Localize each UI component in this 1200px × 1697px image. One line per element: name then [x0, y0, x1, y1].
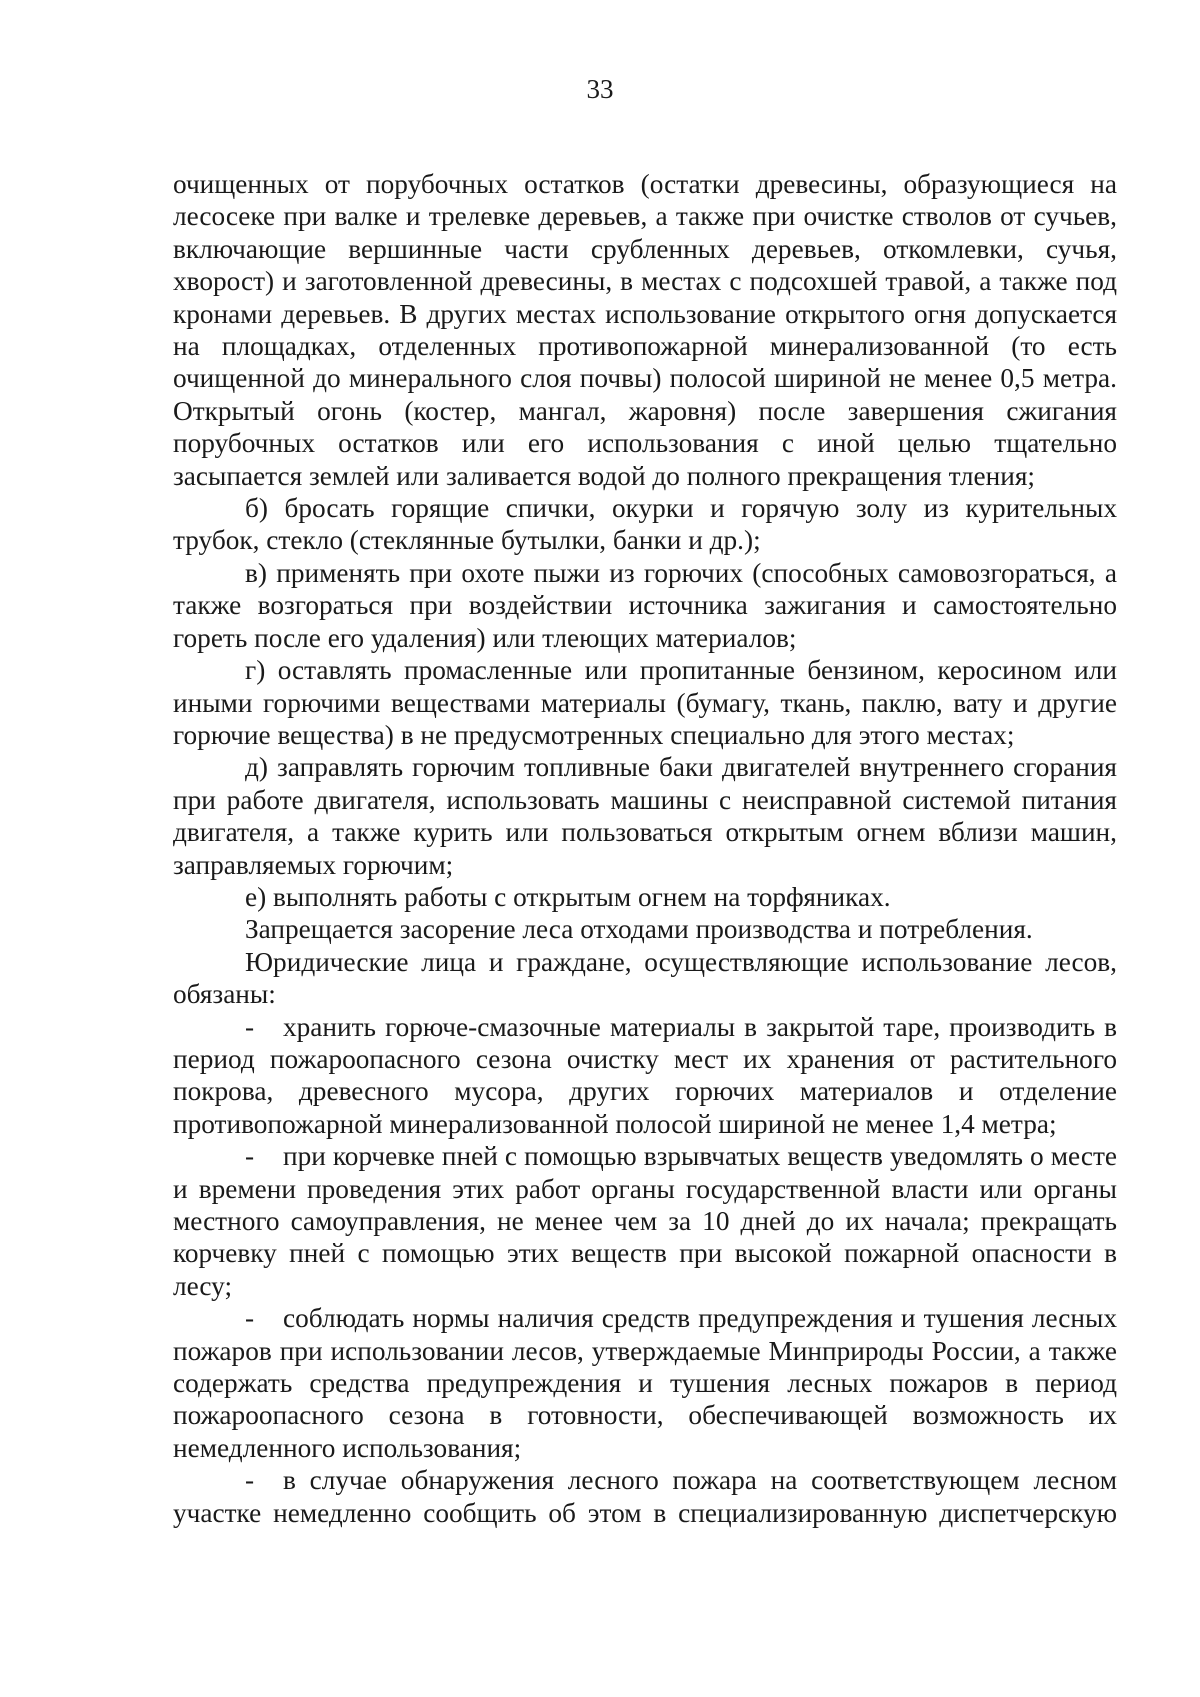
- dash-bullet: -: [245, 1141, 255, 1172]
- dash-item-text: соблюдать нормы наличия средств предупреждения и тушения лесных пожаров при использовании лесов, утверждаемые Минприроды России, а также содержать средства предупреждения и тушения лесных пожаров в период пожароопасного сезона в готовности, обеспечивающей возможность их немедленного использования;: [173, 1303, 1117, 1463]
- dash-item-stump-removal: [173, 1140, 1117, 1302]
- dash-bullet: -: [245, 1465, 255, 1496]
- paragraph-item-g: г) оставлять промасленные или пропитанные бензином, керосином или иными горючими веществами материалы (бумагу, ткань, паклю, вату и другие горючие вещества) в не предусмотренных специально для этого местах;: [173, 655, 1117, 750]
- paragraph-item-e: е) выполнять работы с открытым огнем на торфяниках.: [245, 881, 891, 912]
- dash-bullet: -: [245, 1011, 255, 1042]
- paragraph-obligations-intro: Юридические лица и граждане, осуществляющие использование лесов, обязаны:: [173, 946, 1117, 1010]
- dash-item-firefighting-norms: [173, 1302, 1117, 1464]
- dash-item-text: при корчевке пней с помощью взрывчатых веществ уведомлять о месте и времени проведения этих работ органы государственной власти или органы местного самоуправления, не менее чем за 10 дней до их начала; прекращать корчевку пней с помощью этих веществ при высокой пожарной опасности в лесу;: [173, 1141, 1117, 1301]
- paragraph-prohibition: Запрещается засорение леса отходами производства и потребления.: [245, 914, 1033, 945]
- paragraph-item-d: д) заправлять горючим топливные баки двигателей внутреннего сгорания при работе двигателя, использовать машины с неисправной системой питания двигателя, а также курить или пользоваться открытым огнем вблизи машин, заправляемых горючим;: [173, 752, 1117, 880]
- paragraph-continuation: очищенных от порубочных остатков (остатки древесины, образующиеся на лесосеке при валке и трелевке деревьев, а также при очистке стволов от сучьев, включающие вершинные части срубленных деревьев, откомлевки, сучья, хворост) и заготовленной древесины, в местах с подсохшей травой, а также под кронами деревьев. В других местах использование открытого огня допускается на площадках, отделенных противопожарной минерализованной (то есть очищенной до минерального слоя почвы) полосой шириной не менее 0,5 метра. Открытый огонь (костер, мангал, жаровня) после завершения сжигания порубочных остатков или его использования с иной целью тщательно засыпается землей или заливается водой до полного прекращения тления;: [173, 169, 1117, 491]
- paragraph-item-v: в) применять при охоте пыжи из горючих (способных самовозгораться, а также возгораться при воздействии источника зажигания и самостоятельно гореть после его удаления) или тлеющих материалов;: [173, 557, 1117, 653]
- dash-item-text: хранить горюче-смазочные материалы в закрытой таре, производить в период пожароопасного сезона очистку мест их хранения от растительного покрова, древесного мусора, других горючих материалов и отделение противопожарной минерализованной полосой шириной не менее 1,4 метра;: [173, 1011, 1117, 1139]
- page-number: 33: [586, 74, 614, 104]
- paragraph-item-b: б) бросать горящие спички, окурки и горячую золу из курительных трубок, стекло (стеклянные бутылки, банки и др.);: [173, 493, 1117, 556]
- dash-item-fuel-storage: [173, 1011, 1117, 1141]
- dash-bullet: -: [245, 1303, 255, 1334]
- dash-item-fire-report: [173, 1464, 1117, 1529]
- dash-item-text: в случае обнаружения лесного пожара на соответствующем лесном участке немедленно сообщить об этом в специализированную диспетчерскую: [173, 1465, 1117, 1528]
- document-body: [173, 168, 1117, 1529]
